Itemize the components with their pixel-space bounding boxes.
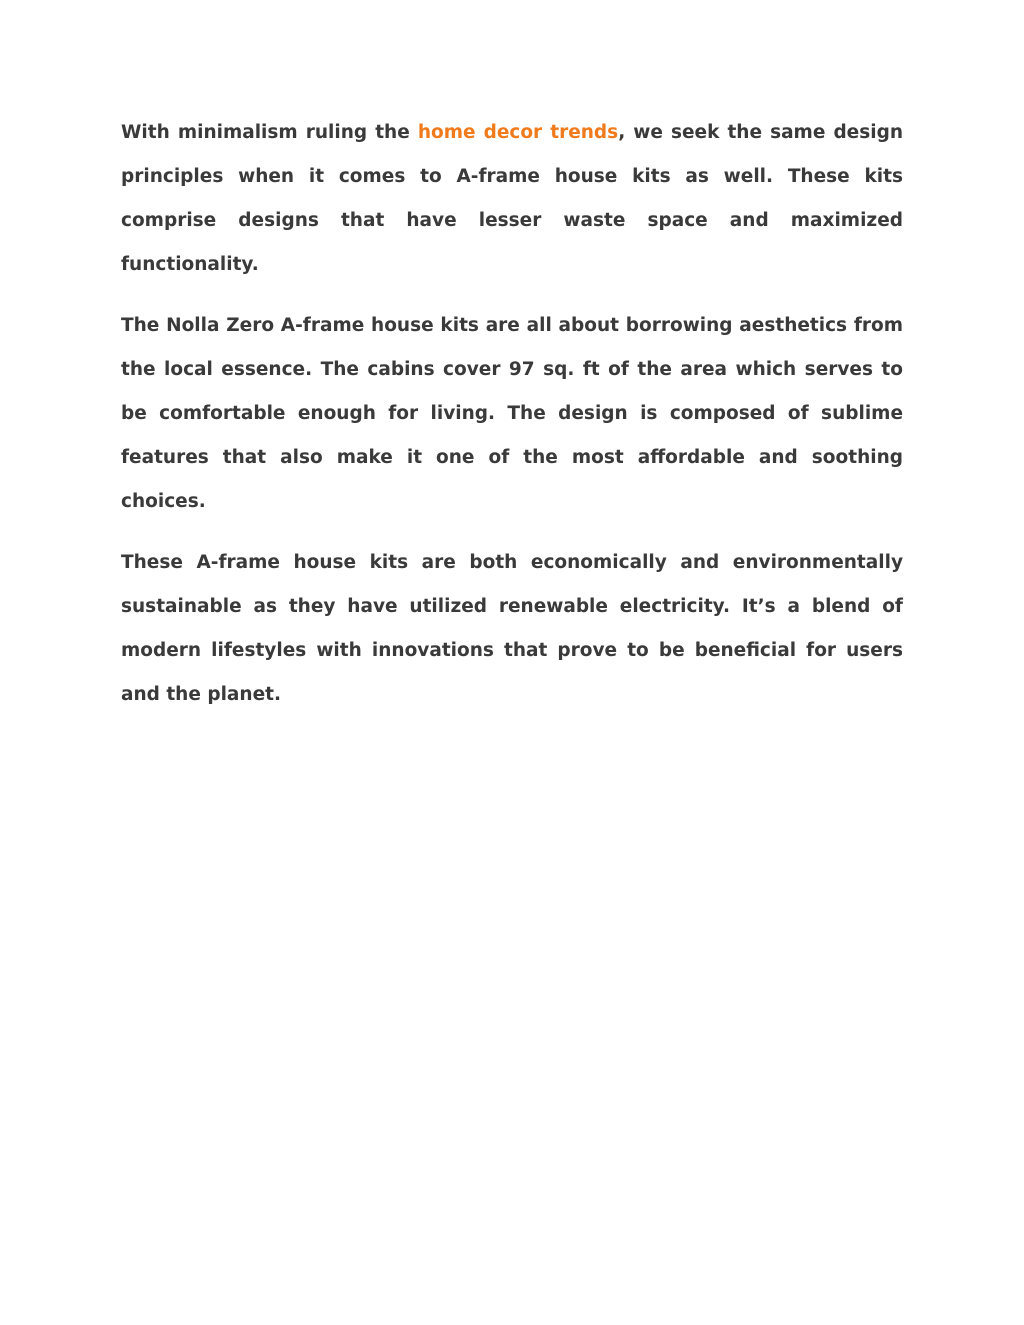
paragraph-text: With minimalism ruling the xyxy=(121,122,418,143)
paragraph-sustainability: These A-frame house kits are both economically and environmentally sustainable as they have utilized renewable electricity. It’s a blend of modern lifestyles with innovations that prove to be beneficial for users and the planet. xyxy=(121,552,903,705)
paragraph-text: , we seek the same design principles when it comes to A-frame house kits as well. These kits comprise designs that have lesser waste space and maximized functionality. xyxy=(121,122,903,275)
paragraph-nolla-zero: The Nolla Zero A-frame house kits are all about borrowing aesthetics from the local essence. The cabins cover 97 sq. ft of the area which serves to be comfortable enough for living. The design is composed of sublime features that also make it one of the most affordable and soothing choices. xyxy=(121,315,903,512)
paragraph-minimalism xyxy=(121,111,903,287)
home-decor-trends-link[interactable]: home decor trends xyxy=(417,122,619,143)
document-body xyxy=(121,111,903,734)
